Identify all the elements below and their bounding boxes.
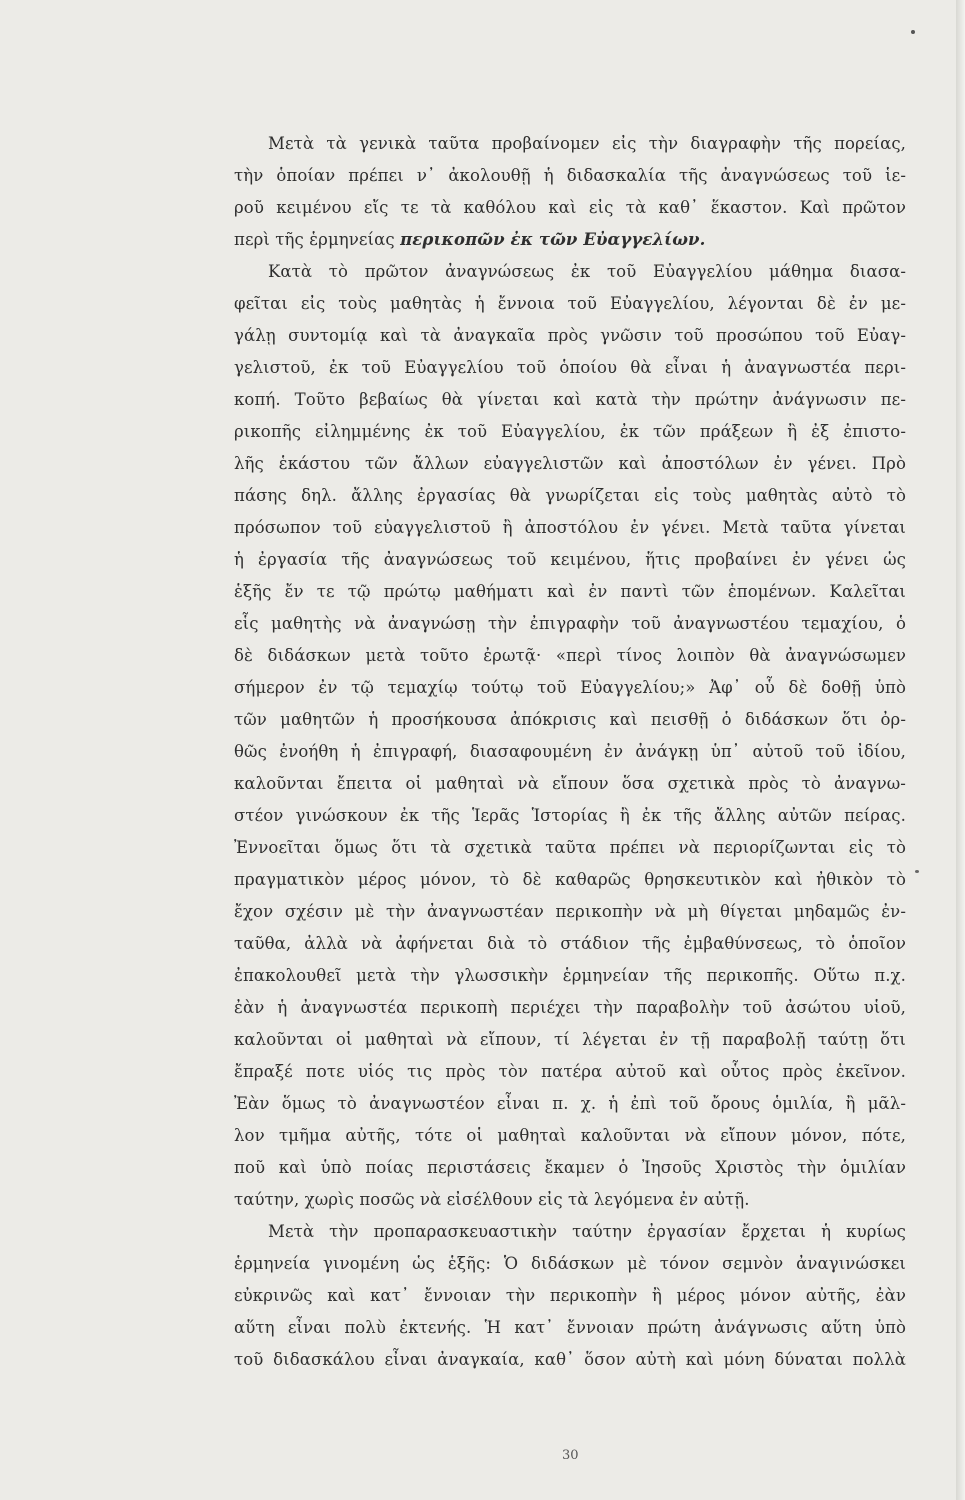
text-line: κοπή. Τοῦτο βεβαίως θὰ γίνεται καὶ κατὰ τὴν πρώτην ἀνάγνωσιν πε- — [234, 390, 906, 409]
text-line: ἔπραξέ ποτε υἱός τις πρὸς τὸν πατέρα αὐτοῦ καὶ οὗτος πρὸς ἐκεῖνον. — [234, 1062, 906, 1081]
text-line: λον τμῆμα αὐτῆς, τότε οἱ μαθηταὶ καλοῦνται νὰ εἴπουν μόνον, πότε, — [234, 1126, 906, 1145]
text-line: σήμερον ἐν τῷ τεμαχίῳ τούτῳ τοῦ Εὐαγγελίου;» Ἀφ᾽ οὗ δὲ δοθῇ ὑπὸ — [234, 678, 906, 697]
page-edge-shadow — [956, 0, 965, 1500]
text-line: ἑξῆς ἔν τε τῷ πρώτῳ μαθήματι καὶ ἐν παντὶ τῶν ἑπομένων. Καλεῖται — [234, 582, 906, 601]
text-line: στέον γινώσκουν ἐκ τῆς Ἱερᾶς Ἱστορίας ἢ ἐκ τῆς ἄλλης αὐτῶν πείρας. — [234, 806, 906, 825]
body-text — [234, 128, 906, 1376]
text-line: πάσης δηλ. ἄλλης ἐργασίας θὰ γνωρίζεται εἰς τοὺς μαθητὰς αὐτὸ τὸ — [234, 486, 906, 505]
text-line: αὕτη εἶναι πολὺ ἐκτενής. Ἡ κατ᾽ ἔννοιαν πρώτη ἀνάγνωσις αὕτη ὑπὸ — [234, 1318, 906, 1337]
text-line: ρικοπῆς εἰλημμένης ἐκ τοῦ Εὐαγγελίου, ἐκ τῶν πράξεων ἢ ἐξ ἐπιστο- — [234, 422, 906, 441]
text-line: εἷς μαθητὴς νὰ ἀναγνώσῃ τὴν ἐπιγραφὴν τοῦ ἀναγνωστέου τεμαχίου, ὁ — [234, 614, 906, 633]
text-line: Ἐὰν ὅμως τὸ ἀναγνωστέον εἶναι π. χ. ἡ ἐπὶ τοῦ ὄρους ὁμιλία, ἢ μᾶλ- — [234, 1094, 906, 1113]
text-line: τῶν μαθητῶν ἡ προσήκουσα ἀπόκρισις καὶ πεισθῇ ὁ διδάσκων ὅτι ὀρ- — [234, 710, 906, 729]
text-line: πρόσωπον τοῦ εὐαγγελιστοῦ ἢ ἀποστόλου ἐν γένει. Μετὰ ταῦτα γίνεται — [234, 518, 906, 537]
text-line: ταύτην, χωρὶς ποσῶς νὰ εἰσέλθουν εἰς τὰ λεγόμενα ἐν αὐτῇ. — [234, 1190, 750, 1209]
text-line: θῶς ἐνοήθη ἡ ἐπιγραφή, διασαφουμένη ἐν ἀνάγκῃ ὑπ᾽ αὐτοῦ τοῦ ἰδίου, — [234, 742, 906, 761]
text-line: ἔχον σχέσιν μὲ τὴν ἀναγνωστέαν περικοπὴν νὰ μὴ θίγεται μηδαμῶς ἐν- — [234, 902, 906, 921]
text-line-segment: περὶ τῆς ἑρμηνείας — [234, 230, 395, 249]
ink-speck — [915, 870, 919, 873]
text-line: τοῦ διδασκάλου εἶναι ἀναγκαία, καθ᾽ ὅσον αὐτὴ καὶ μόνη δύναται πολλὰ — [234, 1350, 906, 1369]
text-line: ἐπακολουθεῖ μετὰ τὴν γλωσσικὴν ἑρμηνείαν τῆς περικοπῆς. Οὕτω π.χ. — [234, 966, 906, 985]
text-line: φεῖται εἰς τοὺς μαθητὰς ἡ ἔννοια τοῦ Εὐαγγελίου, λέγονται δὲ ἐν με- — [234, 294, 906, 313]
text-line: λῆς ἑκάστου τῶν ἄλλων εὐαγγελιστῶν καὶ ἀποστόλων ἐν γένει. Πρὸ — [234, 454, 906, 473]
text-line — [234, 224, 906, 256]
text-line: ἡ ἐργασία τῆς ἀναγνώσεως τοῦ κειμένου, ἥτις προβαίνει ἐν γένει ὡς — [234, 550, 906, 569]
text-line: ἑρμηνεία γινομένη ὡς ἑξῆς: Ὁ διδάσκων μὲ τόνον σεμνὸν ἀναγινώσκει — [234, 1254, 906, 1273]
text-line: εὐκρινῶς καὶ κατ᾽ ἔννοιαν τὴν περικοπὴν ἢ μέρος μόνον αὐτῆς, ἐὰν — [234, 1286, 906, 1305]
text-line: πραγματικὸν μέρος μόνον, τὸ δὲ καθαρῶς θρησκευτικὸν καὶ ἠθικὸν τὸ — [234, 870, 906, 889]
text-line: καλοῦνται ἔπειτα οἱ μαθηταὶ νὰ εἴπουν ὅσα σχετικὰ πρὸς τὸ ἀναγνω- — [234, 774, 906, 793]
text-line: Μετὰ τὴν προπαρασκευαστικὴν ταύτην ἐργασίαν ἔρχεται ἡ κυρίως — [268, 1222, 906, 1241]
text-line: καλοῦνται οἱ μαθηταὶ νὰ εἴπουν, τί λέγεται ἐν τῇ παραβολῇ ταύτῃ ὅτι — [234, 1030, 906, 1049]
text-line: ροῦ κειμένου εἴς τε τὰ καθόλου καὶ εἰς τὰ καθ᾽ ἕκαστον. Καὶ πρῶτον — [234, 198, 906, 217]
section-title-phrase: περικοπῶν ἐκ τῶν Εὐαγγελίων. — [400, 230, 706, 249]
text-line: δὲ διδάσκων μετὰ τοῦτο ἐρωτᾷ· «περὶ τίνος λοιπὸν θὰ ἀναγνώσωμεν — [234, 646, 906, 665]
text-line: γελιστοῦ, ἐκ τοῦ Εὐαγγελίου τοῦ ὁποίου θὰ εἶναι ἡ ἀναγνωστέα περι- — [234, 358, 906, 377]
text-line: Μετὰ τὰ γενικὰ ταῦτα προβαίνομεν εἰς τὴν διαγραφὴν τῆς πορείας, — [268, 134, 906, 153]
ink-speck — [911, 30, 915, 34]
text-line: Ἐννοεῖται ὅμως ὅτι τὰ σχετικὰ ταῦτα πρέπει νὰ περιορίζωνται εἰς τὸ — [234, 838, 906, 857]
page-number: 30 — [562, 1448, 579, 1463]
text-line: ποῦ καὶ ὑπὸ ποίας περιστάσεις ἔκαμεν ὁ Ἰησοῦς Χριστὸς τὴν ὁμιλίαν — [234, 1158, 906, 1177]
text-line: ἐὰν ἡ ἀναγνωστέα περικοπὴ περιέχει τὴν παραβολὴν τοῦ ἀσώτου υἱοῦ, — [234, 998, 906, 1017]
text-line: τὴν ὁποίαν πρέπει ν᾽ ἀκολουθῇ ἡ διδασκαλία τῆς ἀναγνώσεως τοῦ ἱε- — [234, 166, 906, 185]
text-line: ταῦθα, ἀλλὰ νὰ ἀφήνεται διὰ τὸ στάδιον τῆς ἐμβαθύνσεως, τὸ ὁποῖον — [234, 934, 906, 953]
text-line: γάλῃ συντομίᾳ καὶ τὰ ἀναγκαῖα πρὸς γνῶσιν τοῦ προσώπου τοῦ Εὐαγ- — [234, 326, 906, 345]
text-line: Κατὰ τὸ πρῶτον ἀναγνώσεως ἐκ τοῦ Εὐαγγελίου μάθημα διασα- — [268, 262, 906, 281]
